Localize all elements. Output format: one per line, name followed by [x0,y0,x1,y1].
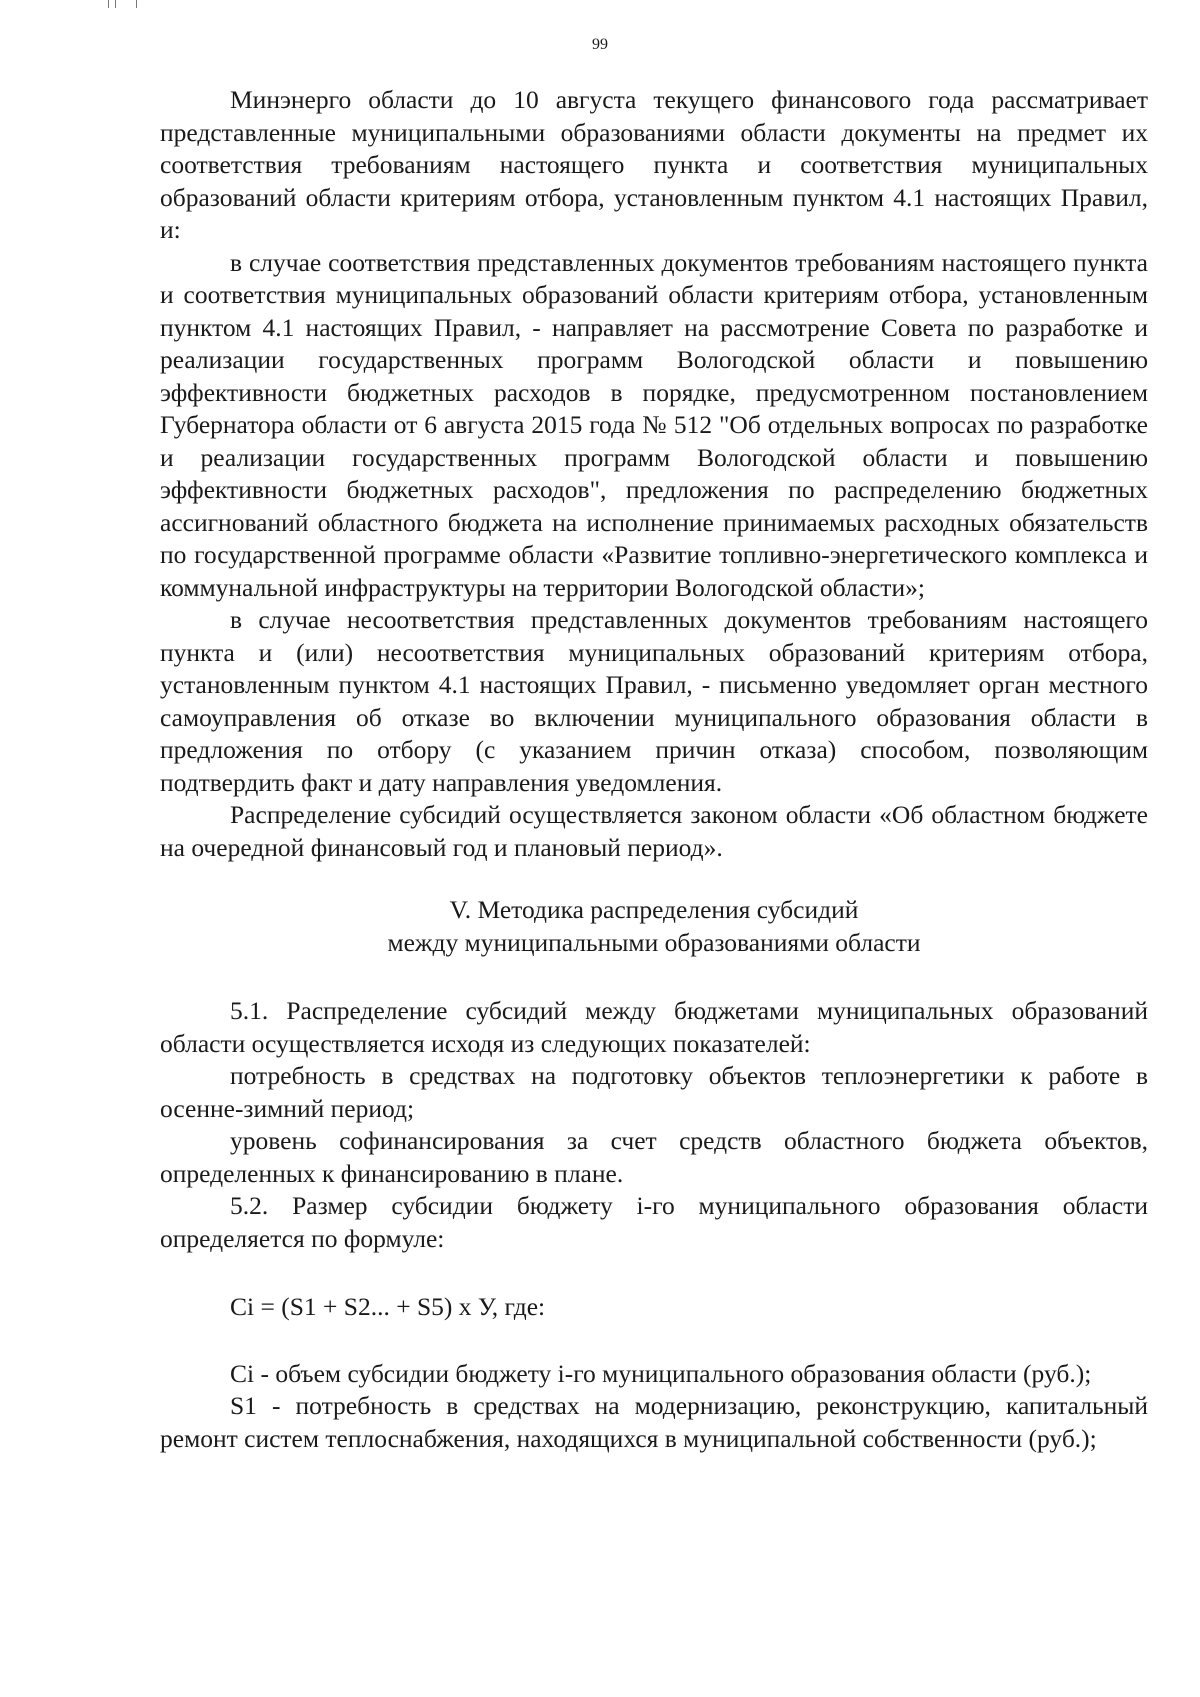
scan-artifact [136,0,137,8]
paragraph-indicator-need: потребность в средствах на подготовку объектов теплоэнергетики к работе в осенне-зимний период; [160,1061,1148,1123]
paragraph-compliance-case: в случае соответствия представленных документов требованиям настоящего пункта и соответствия муниципальных образований области критериям отбора, установленным пунктом 4.1 настоящих Правил, - направляет на рассмотрение Совета по разработке и реализации государственных программ Вологодской области и повышению эффективности бюджетных расходов в порядке, предусмотренном постановлением Губернатора области от 6 августа 2015 года № 512 "Об отдельных вопросах по разработке и реализации государственных программ Вологодской области и повышению эффективности бюджетных расходов", предложения по распределению бюджетных ассигнований областного бюджета на исполнение принимаемых расходных обязательств по государственной программе области «Развитие топливно-энергетического комплекса и коммунальной инфраструктуры на территории Вологодской области»; [160,247,1148,602]
page-number: 99 [592,36,608,53]
formula: Ci = (S1 + S2... + S5) х У, где: [230,1292,546,1321]
paragraph-5-1: 5.1. Распределение субсидий между бюджетами муниципальных образований области осуществляется исходя из следующих показателей: [160,996,1148,1058]
document-body [160,84,1148,1455]
definition-s1: S1 - потребность в средствах на модернизацию, реконструкцию, капитальный ремонт систем теплоснабжения, находящихся в муниципальной собственности (руб.); [160,1391,1148,1453]
paragraph-review: Минэнерго области до 10 августа текущего финансового года рассматривает представленные муниципальными образованиями области документы на предмет их соответствия требованиям настоящего пункта и соответствия муниципальных образований области критериям отбора, установленным пунктом 4.1 настоящих Правил, и: [160,85,1148,244]
paragraph-distribution-law: Распределение субсидий осуществляется законом области «Об областном бюджете на очередной финансовый год и плановый период». [160,800,1148,862]
paragraph-indicator-cofinancing: уровень софинансирования за счет средств областного бюджета объектов, определенных к финансированию в плане. [160,1126,1148,1188]
definition-ci: Ci - объем субсидии бюджету i-го муниципального образования области (руб.); [230,1358,1092,1388]
paragraph-5-2: 5.2. Размер субсидии бюджету i-го муниципального образования области определяется по формуле: [160,1191,1148,1253]
section-heading-line-2: между муниципальными образованиями области [387,927,921,957]
paragraph-noncompliance-case: в случае несоответствия представленных документов требованиям настоящего пункта и (или) несоответствия муниципальных образований критериям отбора, установленным пунктом 4.1 настоящих Правил, - письменно уведомляет орган местного самоуправления об отказе во включении муниципального образования области в предложения по отбору (с указанием причин отказа) способом, позволяющим подтвердить факт и дату направления уведомления. [160,605,1148,797]
section-heading [160,894,1148,959]
scan-artifact [108,0,109,8]
scan-artifact [115,0,116,8]
section-heading-line-1: V. Методика распределения субсидий [449,895,859,924]
